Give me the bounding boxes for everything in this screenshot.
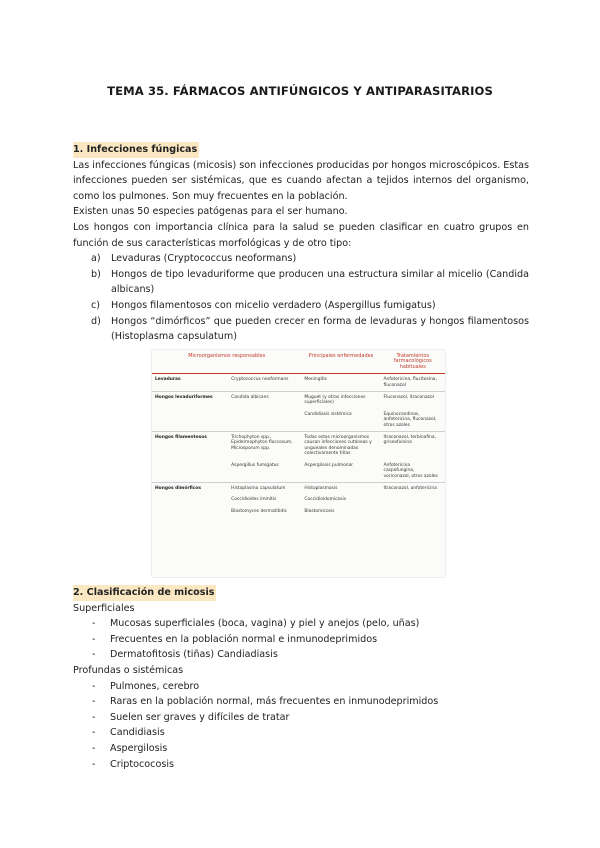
table-cell — [152, 409, 228, 432]
table-cell — [152, 460, 228, 483]
list-item — [73, 679, 529, 695]
list-item-text: Candidiasis — [110, 727, 165, 739]
table-cell: Levaduras — [155, 377, 181, 383]
dash-marker: - — [92, 696, 96, 708]
dash-marker: - — [92, 758, 96, 770]
list-item-text: Levaduras (Cryptococcus neoformans) — [111, 253, 297, 265]
table-cell: Todas estas microorganismos causan infecciones cutáneas y ungueales denominadas colectivamente tiñas — [301, 432, 380, 460]
subheading: Profundas o sistémicas — [73, 664, 184, 676]
table-header: Microorganismos responsables — [152, 350, 301, 374]
list-item — [73, 616, 529, 632]
list-item — [73, 710, 529, 726]
table-row — [152, 392, 445, 409]
table-cell — [152, 506, 228, 517]
table-cell: Histoplasma capsulatum — [228, 482, 301, 494]
table-cell: Fluconazol, itraconazol — [381, 392, 445, 409]
table-cell: Candidiasis sistémica — [304, 411, 352, 417]
table-cell — [381, 506, 445, 517]
list-item — [73, 251, 529, 267]
dash-marker: - — [92, 649, 96, 661]
table-row — [152, 494, 445, 505]
table-cell — [228, 409, 301, 432]
page-title: TEMA 35. FÁRMACOS ANTIFÚNGICOS Y ANTIPARASITARIOS — [107, 84, 493, 98]
list-marker: d) — [91, 315, 101, 327]
fungi-table — [152, 350, 445, 517]
list-item — [73, 632, 529, 648]
section-2-heading: 2. Clasificación de micosis — [73, 585, 216, 601]
table-row — [152, 460, 445, 483]
table-cell: Muguet (y otras infecciones superficiales) — [301, 392, 380, 409]
list-item — [73, 741, 529, 757]
table-row — [152, 409, 445, 432]
table-row — [152, 374, 445, 392]
table-cell: Coccidioidomicosis — [304, 497, 346, 503]
table-cell: Aspergilosis pulmonar — [304, 462, 354, 468]
table-cell: Histoplasmosis — [301, 482, 380, 494]
fungi-table-image — [152, 350, 445, 577]
table-cell: Coccidioides immitis — [231, 497, 277, 503]
table-cell: Anfotericina, flucitosina, fluconazol — [383, 377, 437, 388]
list-item — [73, 647, 529, 663]
table-cell: Blastomyces dermatitidis — [231, 508, 287, 514]
superficial-list — [73, 616, 529, 663]
list-item-text: Dermatofitosis (tiñas) Candiadiasis — [110, 649, 278, 661]
dash-marker: - — [92, 633, 96, 645]
paragraph: Los hongos con importancia clínica para la salud se pueden clasificar en cuatro grupos en función de sus características morfológicas y de otro tipo: — [73, 221, 529, 249]
content-top — [73, 142, 529, 345]
table-header-row — [152, 350, 445, 374]
fungi-group-list — [73, 251, 529, 345]
table-cell: Aspergillus fumigatus — [231, 462, 279, 468]
table-cell: Meningitis — [304, 377, 327, 383]
list-item-text: Mucosas superficiales (boca, vagina) y piel y anejos (pelo, uñas) — [110, 618, 420, 630]
dash-marker: - — [92, 618, 96, 630]
list-marker: c) — [91, 299, 101, 311]
table-cell: Cryptococcus neoformans — [231, 377, 289, 383]
dash-marker: - — [92, 727, 96, 739]
list-item — [73, 694, 529, 710]
list-item-text: Hongos filamentosos con micelio verdadero (Aspergillus fumigatus) — [111, 299, 436, 311]
table-cell: Itraconazol, anfotericina — [381, 482, 445, 494]
table-cell — [381, 494, 445, 505]
list-item-text: Criptococosis — [110, 758, 174, 770]
paragraph: Las infecciones fúngicas (micosis) son infecciones producidas por hongos microscópicos. Estas infecciones pueden ser sistémicas, que es cuando afectan a tejidos internos del organismo, como los pulmones. Son muy frecuentes en la población. — [73, 159, 529, 202]
table-row — [152, 506, 445, 517]
list-item-text: Raras en la población normal, más frecuentes en inmunodeprimidos — [110, 696, 439, 708]
list-marker: b) — [91, 268, 101, 280]
paragraph: Existen unas 50 especies patógenas para el ser humano. — [73, 206, 348, 218]
table-cell: Hongos levaduriformes — [152, 392, 228, 409]
list-item-text: Suelen ser graves y difíciles de tratar — [110, 711, 290, 723]
table-cell — [152, 494, 228, 505]
list-item-text: Hongos “dimórficos” que pueden crecer en forma de levaduras y hongos filamentosos (Histoplasma capsulatum) — [111, 315, 529, 343]
list-item — [73, 314, 529, 345]
section-1-heading: 1. Infecciones fúngicas — [73, 142, 199, 158]
table-cell: Blastomicosis — [304, 508, 335, 514]
table-row — [152, 432, 445, 460]
table-row — [152, 482, 445, 494]
table-cell: Equinocandinas, anfotericina, fluconazol, otros azoles — [383, 411, 437, 428]
subheading: Superficiales — [73, 602, 135, 614]
table-cell: Hongos dimórficos — [152, 482, 228, 494]
dash-marker: - — [92, 742, 96, 754]
list-item — [73, 298, 529, 314]
table-cell: Candida albicans — [228, 392, 301, 409]
table-cell: Anfotericina caspofungina, voriconazol, otros azoles — [383, 462, 438, 479]
table-cell: Itraconazol, terbinafina, griseofulvina — [381, 432, 445, 460]
table-header: Tratamientos farmacológicos habituales — [381, 350, 445, 374]
table-header: Principales enfermedades — [301, 350, 380, 374]
dash-marker: - — [92, 711, 96, 723]
list-item-text: Aspergilosis — [110, 742, 168, 754]
list-item — [73, 725, 529, 741]
content-bottom — [73, 585, 529, 772]
list-item — [73, 757, 529, 773]
list-item-text: Frecuentes en la población normal e inmunodeprimidos — [110, 633, 378, 645]
list-item-text: Hongos de tipo levaduriforme que producen una estructura similar al micelio (Candida albicans) — [111, 268, 529, 296]
table-cell: Hongos filamentosos — [152, 432, 228, 460]
list-item-text: Pulmones, cerebro — [110, 680, 200, 692]
dash-marker: - — [92, 680, 96, 692]
list-marker: a) — [91, 253, 101, 265]
table-cell: Trichophyton spp., Epidermophyton floccosum, Microsporum spp. — [228, 432, 301, 460]
list-item — [73, 267, 529, 298]
deep-list — [73, 679, 529, 773]
